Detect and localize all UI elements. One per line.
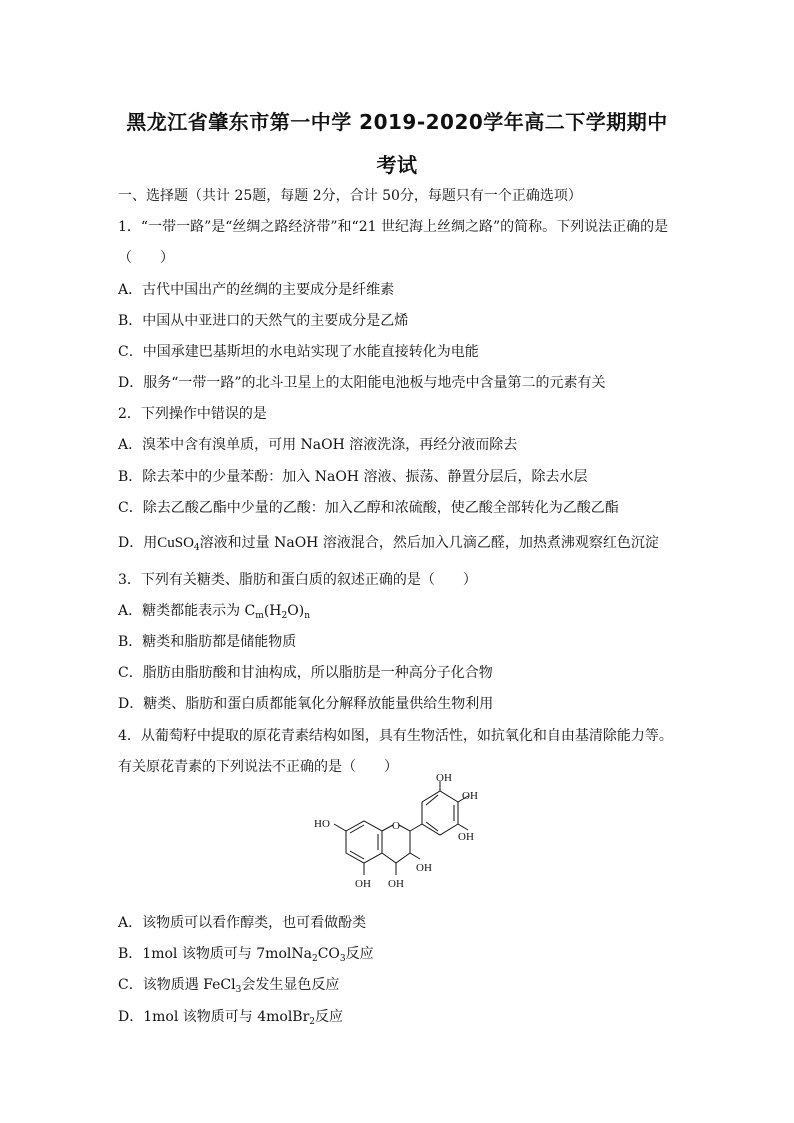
q3a-mid: (H xyxy=(263,603,282,619)
question-1-option-d: D．服务“一带一路”的北斗卫星上的太阳能电池板与地壳中含量第二的元素有关 xyxy=(118,375,606,391)
question-3-option-d: D．糖类、脂肪和蛋白质都能氧化分解释放能量供给生物利用 xyxy=(118,696,494,712)
q2d-prefix: D．用 xyxy=(118,535,158,551)
question-2-stem: 2．下列操作中错误的是 xyxy=(118,406,267,422)
q4d-sub: 2 xyxy=(309,1017,316,1027)
q4b-sub1: 2 xyxy=(311,954,318,964)
q3a-prefix: A．糖类都能表示为 C xyxy=(118,603,256,619)
exam-title-line2: 考试 xyxy=(376,153,418,177)
question-1-stem-cont: （ ） xyxy=(118,250,174,266)
q4d-prefix: D．1mol 该物质可与 4molBr xyxy=(118,1009,310,1025)
q3a-sub-n: n xyxy=(304,611,310,621)
q4c-prefix: C．该物质遇 FeCl xyxy=(118,977,236,993)
mol-label-oh-right-bottom: OH xyxy=(458,831,474,843)
section-header: 一、选择题（共计 25题，每题 2分，合计 50分，每题只有一个正确选项） xyxy=(118,188,582,204)
mol-label-ho-left: HO xyxy=(314,818,330,830)
question-3-option-c: C．脂肪由脂肪酸和甘油构成，所以脂肪是一种高分子化合物 xyxy=(118,665,493,681)
question-4-option-d xyxy=(118,1008,343,1026)
q3a-o: O) xyxy=(287,603,305,619)
question-2-option-c: C．除去乙酸乙酯中少量的乙酸：加入乙醇和浓硫酸，使乙酸全部转化为乙酸乙酯 xyxy=(118,500,619,516)
question-4-option-b xyxy=(118,945,374,963)
question-4-stem-cont: 有关原花青素的下列说法不正确的是（ ） xyxy=(118,759,398,775)
q4d-suffix: 反应 xyxy=(315,1009,344,1025)
question-2-option-d xyxy=(118,534,659,552)
q3a-sub-m: m xyxy=(255,611,264,621)
question-1-option-c: C．中国承建巴基斯坦的水电站实现了水能直接转化为电能 xyxy=(118,344,479,360)
proanthocyanidin-structure xyxy=(310,772,490,903)
mol-label-oh-right-top: OH xyxy=(462,790,478,802)
question-2-option-b: B．除去苯中的少量苯酚：加入 NaOH 溶液、振荡、静置分层后，除去水层 xyxy=(118,469,588,485)
question-2-option-a: A．溴苯中含有溴单质，可用 NaOH 溶液洗涤，再经分液而除去 xyxy=(118,437,518,453)
q2d-formula: CuSO xyxy=(157,535,194,551)
mol-label-oh-bottom-a: OH xyxy=(355,878,371,890)
q4c-suffix: 会发生显色反应 xyxy=(241,977,340,993)
q2d-suffix: 溶液和过量 NaOH 溶液混合，然后加入几滴乙醛，加热煮沸观察红色沉淀 xyxy=(199,535,659,551)
question-3-option-a xyxy=(118,602,310,620)
question-1-option-a: A．古代中国出产的丝绸的主要成分是纤维素 xyxy=(118,282,395,298)
question-4-option-c xyxy=(118,976,339,994)
question-4-option-a: A．该物质可以看作醇类，也可看做酚类 xyxy=(118,915,367,931)
mol-label-ring-o: O xyxy=(392,820,400,832)
q4b-sub2: 3 xyxy=(339,954,346,964)
mol-label-oh-bottom-c: OH xyxy=(388,878,404,890)
question-1-stem: 1．“一带一路”是“丝绸之路经济带”和“21 世纪海上丝绸之路”的简称。下列说法正确的是 xyxy=(118,219,669,235)
q4c-sub: 3 xyxy=(235,985,242,995)
exam-title-line1: 黑龙江省肇东市第一中学 2019-2020学年高二下学期期中 xyxy=(126,110,668,134)
question-4-stem: 4．从葡萄籽中提取的原花青素结构如图，具有生物活性，如抗氧化和自由基清除能力等。 xyxy=(118,728,673,744)
q4b-suffix: 反应 xyxy=(345,946,374,962)
q4b-prefix: B．1mol 该物质可与 7molNa xyxy=(118,946,312,962)
question-3-option-b: B．糖类和脂肪都是储能物质 xyxy=(118,634,297,650)
question-1-option-b: B．中国从中亚进口的天然气的主要成分是乙烯 xyxy=(118,313,409,329)
question-3-stem: 3．下列有关糖类、脂肪和蛋白质的叙述正确的是（ ） xyxy=(118,572,477,588)
mol-label-oh-c3: OH xyxy=(416,862,432,874)
q2d-sub: 4 xyxy=(193,543,200,553)
mol-label-oh-top: OH xyxy=(436,772,452,784)
q3a-sub-2: 2 xyxy=(281,611,288,621)
q4b-mid: CO xyxy=(317,946,340,962)
